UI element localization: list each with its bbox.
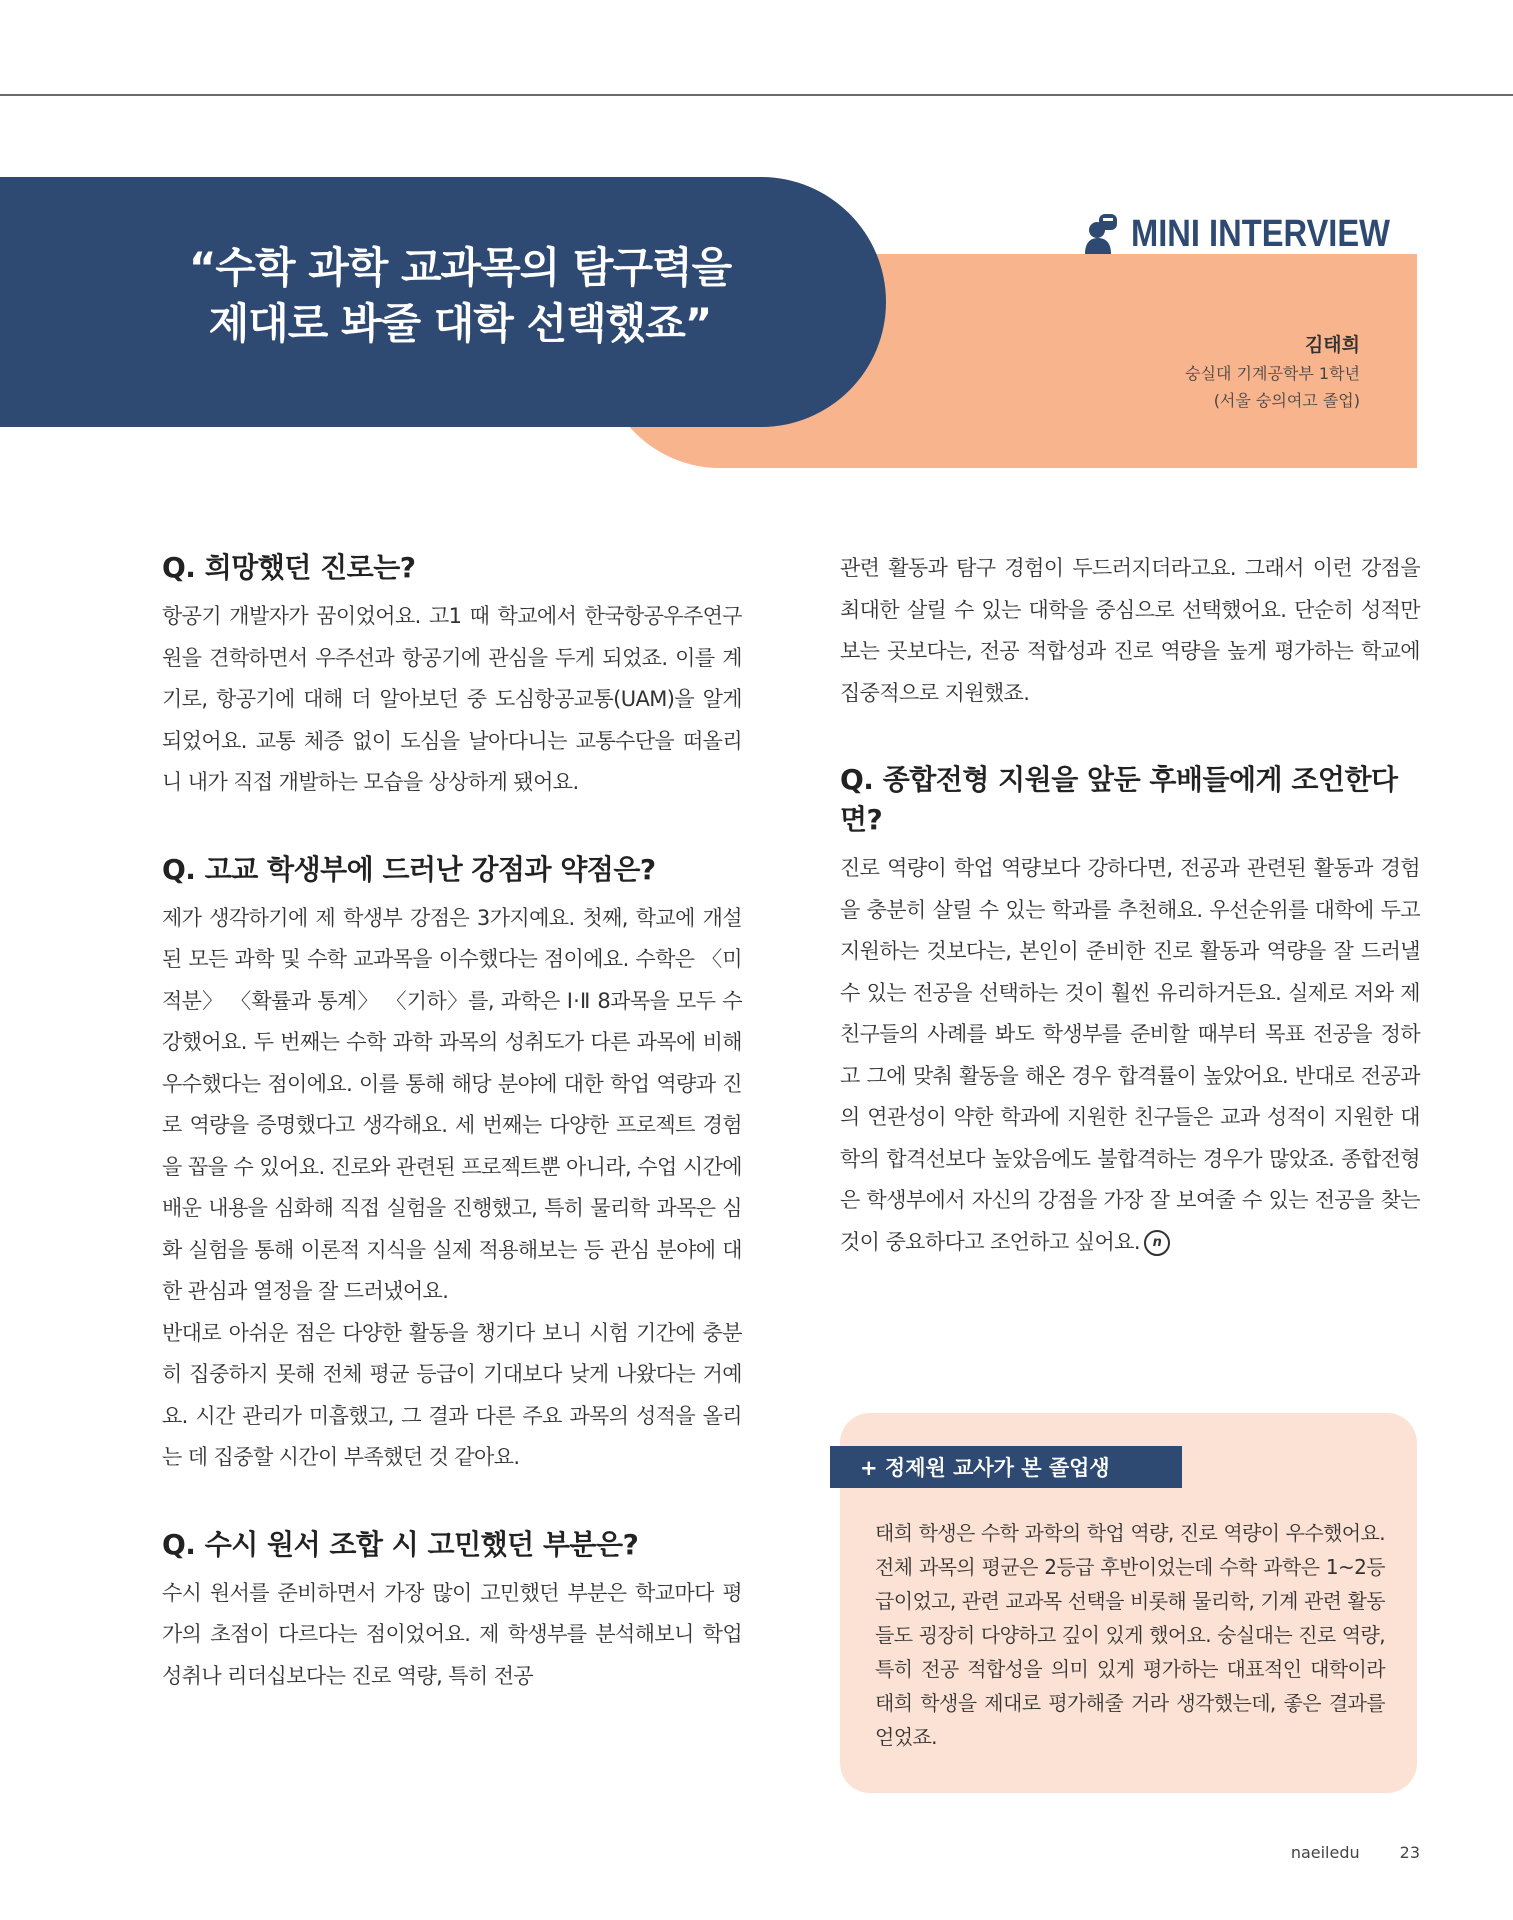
interviewee-school: 숭실대 기계공학부 1학년 bbox=[1185, 364, 1360, 383]
page-footer bbox=[1291, 1843, 1420, 1862]
answer-4-text: 진로 역량이 학업 역량보다 강하다면, 전공과 관련된 활동과 경험을 충분히 살릴 수 있는 학과를 추천해요. 우선순위를 대학에 두고 지원하는 것보다는, 본인이 준비한 진로 활동과 역량을 잘 드러낼 수 있는 전공을 선택하는 것이 훨씬 유리하거든요. 실제로 저와 제 친구들의 사례를 봐도 학생부를 준비할 때부터 목표 전공을 정하고 그에 맞춰 활동을 해온 경우 합격률이 높았어요. 반대로 전공과의 연관성이 약한 학과에 지원한 친구들은 교과 성적이 지원한 대학의 합격선보다 높았음에도 불합격하는 경우가 많았죠. 종합전형은 학생부에서 자신의 강점을 가장 잘 보여줄 수 있는 전공을 찾는 것이 중요하다고 조언하고 싶어요. bbox=[840, 856, 1420, 1254]
headline-line-1: “수학 과학 교과목의 탐구력을 bbox=[188, 243, 732, 292]
interviewee-profile bbox=[1185, 330, 1360, 414]
right-column bbox=[840, 548, 1420, 1263]
footer-brand: naeiledu bbox=[1290, 1843, 1360, 1862]
interviewee-alma-mater: (서울 숭의여고 졸업) bbox=[1213, 391, 1360, 410]
question-3: Q. 수시 원서 조합 시 고민했던 부분은? bbox=[162, 1527, 639, 1561]
question-2: Q. 고교 학생부에 드러난 강점과 약점은? bbox=[162, 852, 656, 886]
article-headline bbox=[150, 240, 770, 352]
mini-interview-badge bbox=[1085, 212, 1432, 256]
answer-3-continued: 관련 활동과 탐구 경험이 두드러지더라고요. 그래서 이런 강점을 최대한 살릴 수 있는 대학을 중심으로 선택했어요. 단순히 성적만 보는 곳보다는, 전공 적합성과 진로 역량을 높게 평가하는 학교에 집중적으로 지원했죠. bbox=[840, 556, 1420, 705]
answer-2-paragraph-1: 제가 생각하기에 제 학생부 강점은 3가지예요. 첫째, 학교에 개설된 모든 과학 및 수학 교과목을 이수했다는 점이에요. 수학은 〈미적분〉 〈확률과 통계〉 〈기하〉를, 과학은 Ⅰ·Ⅱ 8과목을 모두 수강했어요. 두 번째는 수학 과학 과목의 성취도가 다른 과목에 비해 우수했다는 점이에요. 이를 통해 해당 분야에 대한 학업 역량과 진로 역량을 증명했다고 생각해요. 세 번째는 다양한 프로젝트 경험을 꼽을 수 있어요. 진로와 관련된 프로젝트뿐 아니라, 수업 시간에 배운 내용을 심화해 직접 실험을 진행했고, 특히 물리학 과목은 심화 실험을 통해 이론적 지식을 실제 적용해보는 등 관심 분야에 대한 관심과 열정을 잘 드러냈어요. bbox=[162, 905, 742, 1303]
page-number: 23 bbox=[1399, 1843, 1420, 1862]
answer-1: 항공기 개발자가 꿈이었어요. 고1 때 학교에서 한국항공우주연구원을 견학하면서 우주선과 항공기에 관심을 두게 되었죠. 이를 계기로, 항공기에 대해 더 알아보던 중 도심항공교통(UAM)을 알게 되었어요. 교통 체증 없이 도심을 날아다니는 교통수단을 떠올리니 내가 직접 개발하는 모습을 상상하게 됐어요. bbox=[162, 604, 742, 794]
top-rule bbox=[0, 94, 1513, 96]
headline-line-2: 제대로 봐줄 대학 선택했죠” bbox=[208, 299, 712, 348]
teacher-comment-box bbox=[840, 1413, 1417, 1793]
teacher-comment-text: 태희 학생은 수학 과학의 학업 역량, 진로 역량이 우수했어요. 전체 과목의 평균은 2등급 후반이었는데 수학 과학은 1~2등급이었고, 관련 교과목 선택을 비롯해 물리학, 기계 관련 활동들도 굉장히 다양하고 깊이 있게 했어요. 숭실대는 진로 역량, 특히 전공 적합성을 의미 있게 평가하는 대표적인 대학이라 태희 학생을 제대로 평가해줄 거라 생각했는데, 좋은 결과를 얻었죠. bbox=[875, 1521, 1385, 1749]
badge-label: MINI INTERVIEW bbox=[1131, 212, 1391, 255]
question-4: Q. 종합전형 지원을 앞둔 후배들에게 조언한다면? bbox=[840, 763, 1398, 836]
interview-person-icon bbox=[1085, 214, 1123, 254]
end-mark-icon: n bbox=[1144, 1230, 1170, 1256]
left-column bbox=[162, 548, 742, 1697]
question-1: Q. 희망했던 진로는? bbox=[162, 551, 416, 584]
interviewee-name: 김태희 bbox=[1304, 334, 1360, 356]
answer-3: 수시 원서를 준비하면서 가장 많이 고민했던 부분은 학교마다 평가의 초점이 다르다는 점이었어요. 제 학생부를 분석해보니 학업 성취나 리더십보다는 진로 역량, 특히 전공 bbox=[162, 1580, 742, 1688]
answer-4 bbox=[840, 848, 1420, 1263]
teacher-comment-tag: + 정제원 교사가 본 졸업생 bbox=[830, 1446, 1182, 1488]
answer-2-paragraph-2: 반대로 아쉬운 점은 다양한 활동을 챙기다 보니 시험 기간에 충분히 집중하지 못해 전체 평균 등급이 기대보다 낮게 나왔다는 거예요. 시간 관리가 미흡했고, 그 결과 다른 주요 과목의 성적을 올리는 데 집중할 시간이 부족했던 것 같아요. bbox=[162, 1320, 742, 1469]
